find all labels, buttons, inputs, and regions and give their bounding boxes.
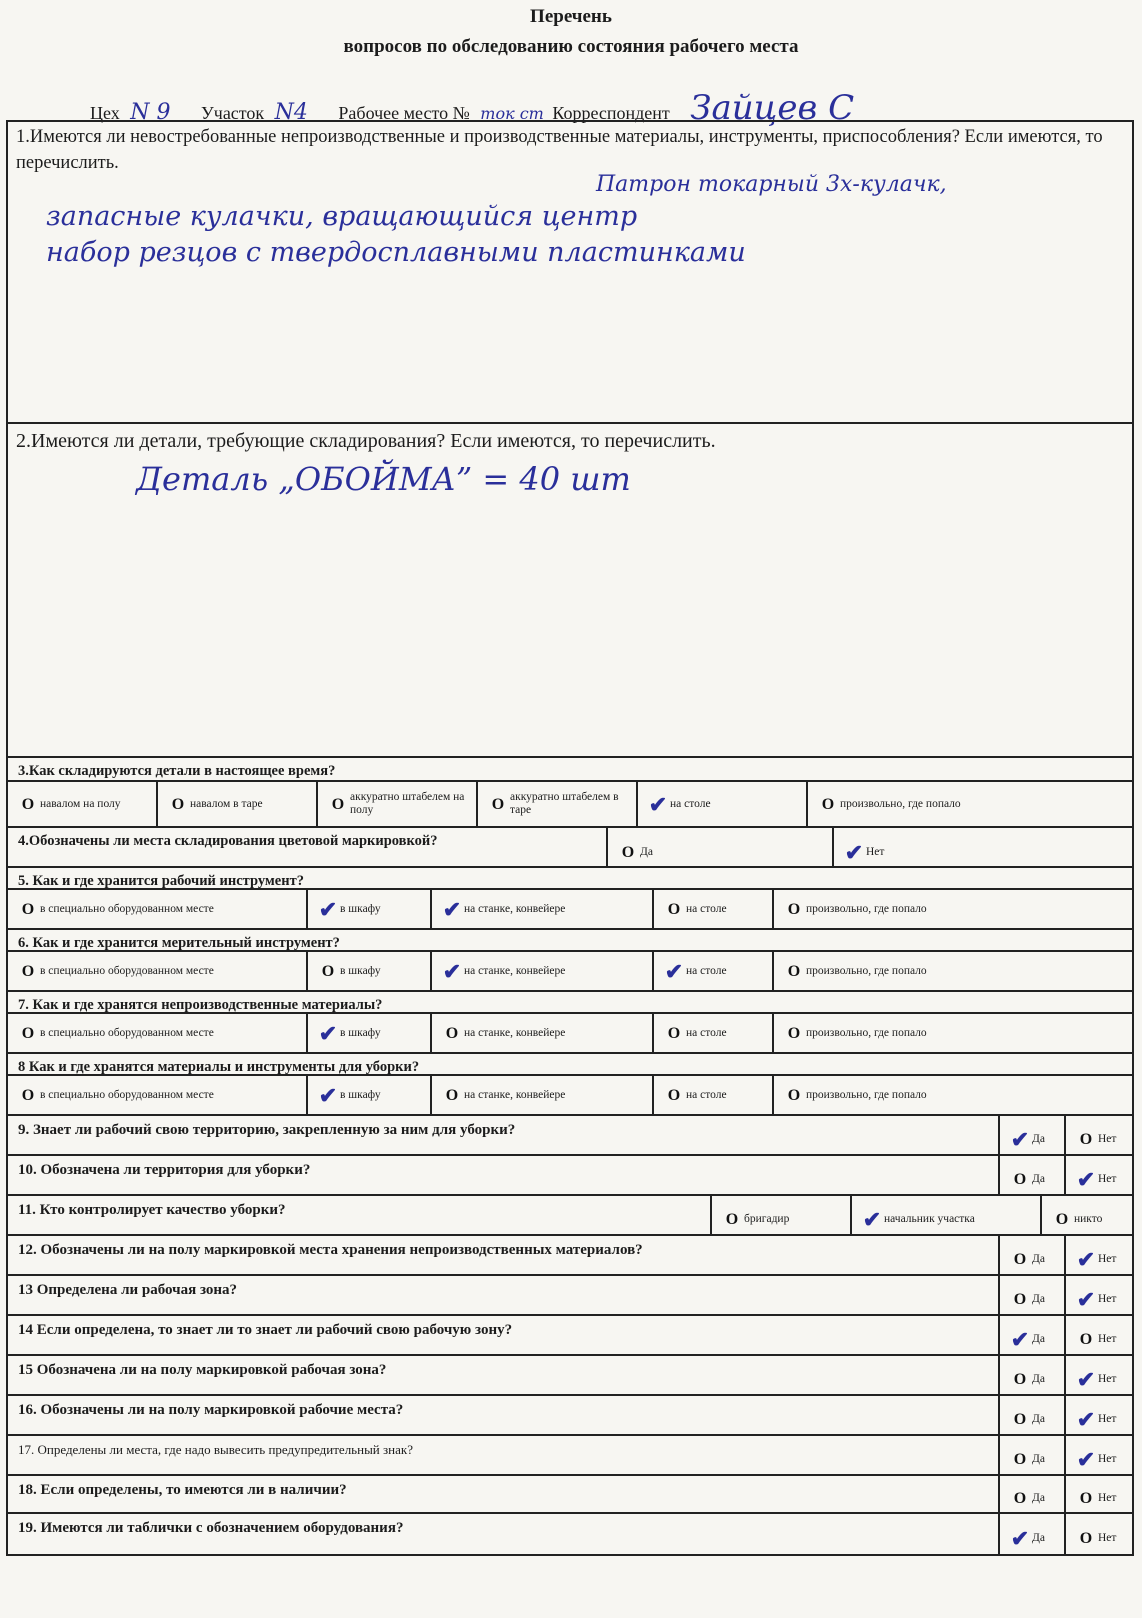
q9-no[interactable] — [1066, 1116, 1132, 1154]
q3-option-1-label: навалом на полу — [40, 797, 121, 810]
q13-yes[interactable] — [1000, 1276, 1066, 1314]
q3-option-3[interactable] — [318, 782, 478, 826]
question-14-text: 14 Если определена, то знает ли то знает ли рабочий свою рабочую зону? — [18, 1322, 513, 1338]
question-3-header — [8, 758, 1132, 782]
question-2-answer: Деталь „ОБОЙМА” = 40 шт — [136, 460, 631, 498]
q19-yes-mark: ✔ — [1010, 1526, 1030, 1551]
document-title: Перечень — [530, 6, 612, 27]
q8-mark-2: ✔ — [318, 1082, 338, 1108]
q19-no-mark: O — [1079, 1530, 1093, 1547]
question-5-header — [8, 868, 1132, 890]
q3-option-5-label: на столе — [670, 797, 711, 810]
q6-mark-3: ✔ — [442, 958, 462, 984]
question-1-answer-line-3: набор резцов с твердосплавными пластинками — [46, 237, 746, 268]
q11-option-1-label: бригадир — [744, 1213, 790, 1225]
question-1-text: 1.Имеются ли невостребованные непроизводственные и производственные материалы, инструменты, приспособления? Если имеются, то перечислить. — [16, 127, 1103, 173]
question-18-row — [8, 1476, 1132, 1514]
q18-yes-label: Да — [1032, 1492, 1045, 1504]
q8-mark-3: O — [445, 1086, 459, 1104]
q13-yes-label: Да — [1032, 1293, 1045, 1305]
q16-no[interactable] — [1066, 1396, 1132, 1434]
workshop-value: N 9 — [130, 100, 171, 125]
q18-no-label: Нет — [1098, 1492, 1117, 1504]
q6-option-4[interactable] — [654, 952, 774, 990]
q8-option-2-label: в шкафу — [340, 1088, 381, 1101]
question-12-row — [8, 1236, 1132, 1276]
question-8-header — [8, 1054, 1132, 1076]
q18-yes-mark: O — [1013, 1490, 1027, 1507]
q11-option-2[interactable] — [852, 1196, 1042, 1234]
question-7-options — [8, 1014, 1132, 1054]
question-13-row — [8, 1276, 1132, 1316]
q12-yes-mark: O — [1013, 1251, 1027, 1268]
q8-option-3-label: на станке, конвейере — [464, 1088, 566, 1101]
correspondent-value: Зайцев С — [690, 88, 855, 128]
q14-yes[interactable] — [1000, 1316, 1066, 1354]
question-15-text: 15 Обозначена ли на полу маркировкой рабочая зона? — [18, 1362, 387, 1378]
q5-option-1-label: в специально оборудованном месте — [40, 902, 214, 915]
q16-no-mark: ✔ — [1076, 1407, 1096, 1432]
q6-option-5-label: произвольно, где попало — [806, 964, 927, 977]
q6-mark-4: ✔ — [664, 958, 684, 984]
q14-no[interactable] — [1066, 1316, 1132, 1354]
q10-yes[interactable] — [1000, 1156, 1066, 1194]
question-3-options — [8, 782, 1132, 828]
question-12-text: 12. Обозначены ли на полу маркировкой места хранения непроизводственных материалов? — [18, 1242, 643, 1258]
q17-no-label: Нет — [1098, 1453, 1117, 1465]
question-19-row — [8, 1514, 1132, 1554]
q15-no-label: Нет — [1098, 1373, 1117, 1385]
q8-option-4-label: на столе — [686, 1088, 727, 1101]
q8-option-5-label: произвольно, где попало — [806, 1088, 927, 1101]
q4-yes[interactable] — [608, 828, 834, 866]
q8-mark-1: O — [21, 1086, 35, 1104]
q16-no-label: Нет — [1098, 1413, 1117, 1425]
q6-option-2-label: в шкафу — [340, 964, 381, 977]
question-5-options — [8, 890, 1132, 930]
question-6-options — [8, 952, 1132, 992]
question-3-text: 3.Как складируются детали в настоящее время? — [18, 763, 336, 779]
question-16-text: 16. Обозначены ли на полу маркировкой рабочие места? — [18, 1402, 404, 1418]
q15-yes-label: Да — [1032, 1373, 1045, 1385]
q6-option-1-label: в специально оборудованном месте — [40, 964, 214, 977]
question-17-row — [8, 1436, 1132, 1476]
q9-yes-mark: ✔ — [1010, 1127, 1030, 1152]
q14-no-mark: O — [1079, 1331, 1093, 1348]
document-subtitle: вопросов по обследованию состояния рабочего места — [343, 36, 799, 57]
q15-yes[interactable] — [1000, 1356, 1066, 1394]
q6-option-2[interactable] — [308, 952, 432, 990]
question-10-row — [8, 1156, 1132, 1196]
q6-option-1[interactable] — [8, 952, 308, 990]
q7-mark-5: O — [787, 1024, 801, 1042]
q12-no-mark: ✔ — [1076, 1247, 1096, 1272]
q12-no[interactable] — [1066, 1236, 1132, 1274]
q6-option-4-label: на столе — [686, 964, 727, 977]
question-15-row — [8, 1356, 1132, 1396]
question-9-text: 9. Знает ли рабочий свою территорию, закрепленную за ним для уборки? — [18, 1122, 516, 1138]
q10-no-label: Нет — [1098, 1173, 1117, 1185]
q5-option-5-label: произвольно, где попало — [806, 902, 927, 915]
q5-mark-4: O — [667, 900, 681, 918]
q8-option-4[interactable] — [654, 1076, 774, 1114]
q4-no[interactable] — [834, 828, 1132, 866]
q12-yes[interactable] — [1000, 1236, 1066, 1274]
q16-yes-label: Да — [1032, 1413, 1045, 1425]
q9-yes-label: Да — [1032, 1133, 1045, 1145]
question-7-header — [8, 992, 1132, 1014]
question-4-text: 4.Обозначены ли места складирования цветовой маркировкой? — [8, 828, 608, 866]
q11-option-1[interactable] — [712, 1196, 852, 1234]
q6-option-3[interactable] — [432, 952, 654, 990]
q4-yes-mark: O — [621, 844, 635, 861]
q14-yes-mark: ✔ — [1010, 1327, 1030, 1352]
q8-option-1-label: в специально оборудованном месте — [40, 1088, 214, 1101]
q6-option-5[interactable] — [774, 952, 1132, 990]
q17-no-mark: ✔ — [1076, 1447, 1096, 1472]
q3-option-3-label: аккуратно штабелем на полу — [350, 791, 465, 816]
q14-yes-label: Да — [1032, 1333, 1045, 1345]
questionnaire-table — [6, 120, 1134, 1556]
question-17-text: 17. Определены ли места, где надо вывесить предупредительный знак? — [18, 1442, 413, 1457]
q5-option-1[interactable] — [8, 890, 308, 928]
q19-no[interactable] — [1066, 1514, 1132, 1554]
question-8-options — [8, 1076, 1132, 1116]
q7-option-2-label: в шкафу — [340, 1026, 381, 1039]
question-2-block — [8, 424, 1132, 758]
q12-no-label: Нет — [1098, 1253, 1117, 1265]
q5-option-4[interactable] — [654, 890, 774, 928]
question-11-row — [8, 1196, 1132, 1236]
q6-mark-5: O — [787, 962, 801, 980]
question-8-text: 8 Как и где хранятся материалы и инструменты для уборки? — [18, 1059, 420, 1075]
q3-option-6-label: произвольно, где попало — [840, 797, 961, 810]
q6-mark-2: O — [321, 962, 335, 980]
q4-yes-label: Да — [640, 846, 653, 858]
q17-yes-mark: O — [1013, 1451, 1027, 1468]
q7-mark-3: O — [445, 1024, 459, 1042]
q7-option-1-label: в специально оборудованном месте — [40, 1026, 214, 1039]
q5-option-5[interactable] — [774, 890, 1132, 928]
correspondent-label: Корреспондент — [552, 103, 670, 123]
question-4-row — [8, 828, 1132, 868]
q3-option-2[interactable] — [158, 782, 318, 826]
question-1-answer-line-1: Патрон токарный 3х-кулачк, — [596, 172, 947, 197]
q12-yes-label: Да — [1032, 1253, 1045, 1265]
q16-yes-mark: O — [1013, 1411, 1027, 1428]
q15-no[interactable] — [1066, 1356, 1132, 1394]
q15-yes-mark: O — [1013, 1371, 1027, 1388]
section-value: N4 — [274, 100, 308, 125]
q3-option-6[interactable] — [808, 782, 1132, 826]
q19-no-label: Нет — [1098, 1532, 1117, 1544]
q13-no-label: Нет — [1098, 1293, 1117, 1305]
q18-no[interactable] — [1066, 1476, 1132, 1512]
q9-no-label: Нет — [1098, 1133, 1117, 1145]
q3-mark-4: O — [491, 795, 505, 813]
question-6-text: 6. Как и где хранится мерительный инструмент? — [18, 935, 340, 951]
question-13-text: 13 Определена ли рабочая зона? — [18, 1282, 238, 1298]
question-1-answer-line-2: запасные кулачки, вращающийся центр — [46, 201, 638, 232]
question-14-row — [8, 1316, 1132, 1356]
q7-option-4-label: на столе — [686, 1026, 727, 1039]
q18-yes[interactable] — [1000, 1476, 1066, 1512]
q4-no-mark: ✔ — [844, 840, 864, 865]
q5-option-2-label: в шкафу — [340, 902, 381, 915]
q10-no-mark: ✔ — [1076, 1167, 1096, 1192]
q5-option-3[interactable] — [432, 890, 654, 928]
q7-option-5-label: произвольно, где попало — [806, 1026, 927, 1039]
q3-option-4-label: аккуратно штабелем в таре — [510, 791, 619, 816]
q13-no[interactable] — [1066, 1276, 1132, 1314]
q6-option-3-label: на станке, конвейере — [464, 964, 566, 977]
question-10-text: 10. Обозначена ли территория для уборки? — [18, 1162, 311, 1178]
question-6-header — [8, 930, 1132, 952]
q10-yes-label: Да — [1032, 1173, 1045, 1185]
q6-mark-1: O — [21, 962, 35, 980]
q11-option-3-label: никто — [1074, 1213, 1103, 1225]
q8-option-1[interactable] — [8, 1076, 308, 1114]
q7-mark-1: O — [21, 1024, 35, 1042]
q11-option-2-label: начальник участка — [884, 1213, 975, 1225]
q3-mark-1: O — [21, 795, 35, 813]
q7-option-3-label: на станке, конвейере — [464, 1026, 566, 1039]
q7-mark-2: ✔ — [318, 1020, 338, 1046]
q15-no-mark: ✔ — [1076, 1367, 1096, 1392]
q17-yes[interactable] — [1000, 1436, 1066, 1474]
q9-no-mark: O — [1079, 1131, 1093, 1148]
q18-no-mark: O — [1079, 1490, 1093, 1507]
q3-option-5[interactable] — [638, 782, 808, 826]
q5-mark-3: ✔ — [442, 896, 462, 922]
q9-yes[interactable] — [1000, 1116, 1066, 1154]
workplace-value: ток ст — [480, 104, 544, 123]
q11-mark-2: ✔ — [862, 1207, 882, 1232]
q11-mark-3: O — [1055, 1211, 1069, 1228]
q8-option-5[interactable] — [774, 1076, 1132, 1114]
q5-option-2[interactable] — [308, 890, 432, 928]
q7-option-1[interactable] — [8, 1014, 308, 1052]
q4-no-label: Нет — [866, 846, 885, 858]
q3-mark-5: ✔ — [648, 791, 668, 817]
q7-option-4[interactable] — [654, 1014, 774, 1052]
question-11-text: 11. Кто контролирует качество уборки? — [18, 1202, 286, 1218]
question-7-text: 7. Как и где хранятся непроизводственные материалы? — [18, 997, 383, 1013]
question-19-text: 19. Имеются ли таблички с обозначением оборудования? — [18, 1520, 404, 1536]
q7-mark-4: O — [667, 1024, 681, 1042]
q3-mark-2: O — [171, 795, 185, 813]
q13-no-mark: ✔ — [1076, 1287, 1096, 1312]
q3-mark-6: O — [821, 795, 835, 813]
q7-option-2[interactable] — [308, 1014, 432, 1052]
q10-no[interactable] — [1066, 1156, 1132, 1194]
q5-mark-2: ✔ — [318, 896, 338, 922]
q5-mark-5: O — [787, 900, 801, 918]
q5-option-3-label: на станке, конвейере — [464, 902, 566, 915]
q17-yes-label: Да — [1032, 1453, 1045, 1465]
q7-option-5[interactable] — [774, 1014, 1132, 1052]
q16-yes[interactable] — [1000, 1396, 1066, 1434]
q17-no[interactable] — [1066, 1436, 1132, 1474]
q19-yes[interactable] — [1000, 1514, 1066, 1554]
question-5-text: 5. Как и где хранится рабочий инструмент? — [18, 873, 304, 889]
q8-mark-5: O — [787, 1086, 801, 1104]
q3-option-4[interactable] — [478, 782, 638, 826]
q8-option-2[interactable] — [308, 1076, 432, 1114]
question-9-row — [8, 1116, 1132, 1156]
question-2-text: 2.Имеются ли детали, требующие складирования? Если имеются, то перечислить. — [16, 430, 716, 452]
section-label: Участок — [201, 103, 265, 123]
q14-no-label: Нет — [1098, 1333, 1117, 1345]
question-18-text: 18. Если определены, то имеются ли в наличии? — [18, 1482, 347, 1498]
q5-mark-1: O — [21, 900, 35, 918]
q10-yes-mark: O — [1013, 1171, 1027, 1188]
q11-mark-1: O — [725, 1211, 739, 1228]
q19-yes-label: Да — [1032, 1532, 1045, 1544]
workplace-label: Рабочее место № — [338, 103, 470, 123]
workshop-label: Цех — [90, 103, 120, 123]
q7-option-3[interactable] — [432, 1014, 654, 1052]
q5-option-4-label: на столе — [686, 902, 727, 915]
q13-yes-mark: O — [1013, 1291, 1027, 1308]
q8-option-3[interactable] — [432, 1076, 654, 1114]
question-16-row — [8, 1396, 1132, 1436]
q3-option-1[interactable] — [8, 782, 158, 826]
question-1-block — [8, 122, 1132, 424]
q3-mark-3: O — [331, 795, 345, 813]
q11-option-3[interactable] — [1042, 1196, 1132, 1234]
q8-mark-4: O — [667, 1086, 681, 1104]
q3-option-2-label: навалом в таре — [190, 797, 263, 810]
